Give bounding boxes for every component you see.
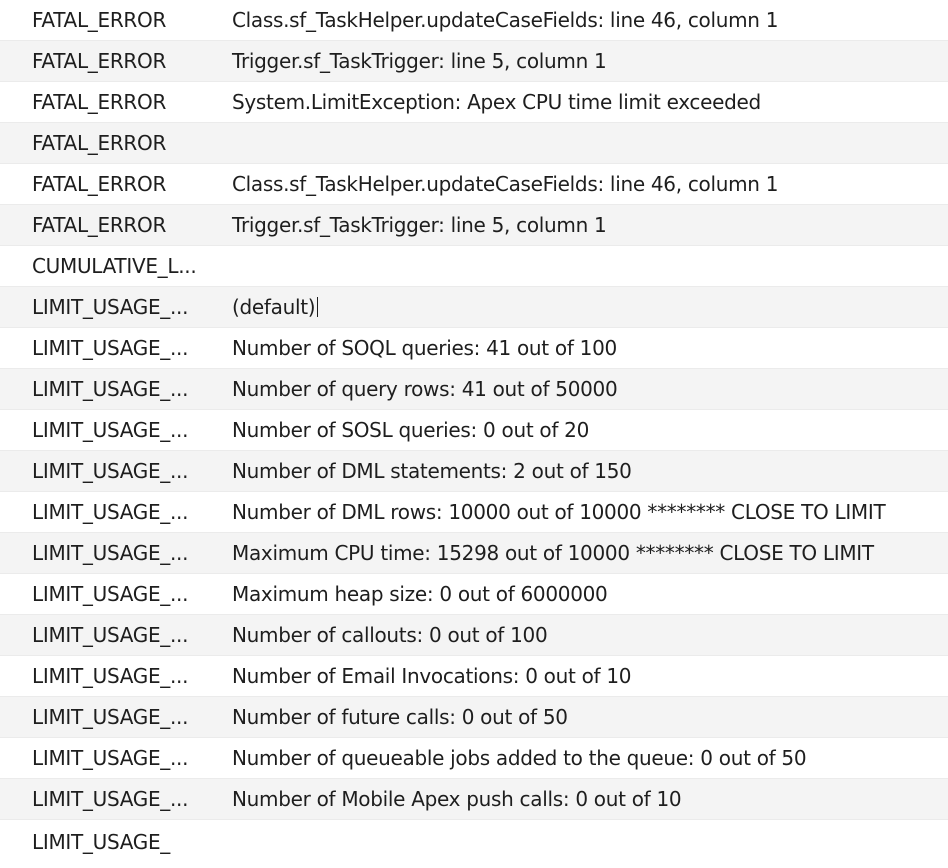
event-cell: FATAL_ERROR bbox=[32, 213, 167, 237]
log-row[interactable] bbox=[0, 41, 948, 82]
details-cell: Maximum CPU time: 15298 out of 10000 ******** CLOSE TO LIMIT bbox=[232, 541, 874, 565]
log-row[interactable] bbox=[0, 615, 948, 656]
log-row[interactable] bbox=[0, 410, 948, 451]
event-cell: FATAL_ERROR bbox=[32, 172, 167, 196]
log-row[interactable] bbox=[0, 369, 948, 410]
details-cell: Maximum heap size: 0 out of 6000000 bbox=[232, 582, 608, 606]
event-cell: LIMIT_USAGE_... bbox=[32, 541, 189, 565]
details-cell: Number of SOSL queries: 0 out of 20 bbox=[232, 418, 590, 442]
event-cell: LIMIT_USAGE_... bbox=[32, 295, 189, 319]
details-cell: Class.sf_TaskHelper.updateCaseFields: line 46, column 1 bbox=[232, 8, 779, 32]
log-row[interactable] bbox=[0, 656, 948, 697]
event-cell: LIMIT_USAGE_... bbox=[32, 582, 189, 606]
log-row[interactable] bbox=[0, 205, 948, 246]
details-cell: System.LimitException: Apex CPU time limit exceeded bbox=[232, 90, 761, 114]
details-cell: Class.sf_TaskHelper.updateCaseFields: line 46, column 1 bbox=[232, 172, 779, 196]
event-cell: FATAL_ERROR bbox=[32, 49, 167, 73]
details-cell: Number of DML statements: 2 out of 150 bbox=[232, 459, 632, 483]
log-row[interactable] bbox=[0, 779, 948, 820]
log-row[interactable] bbox=[0, 574, 948, 615]
event-cell: CUMULATIVE_L... bbox=[32, 254, 197, 278]
details-cell: Number of query rows: 41 out of 50000 bbox=[232, 377, 618, 401]
event-cell: LIMIT_USAGE_... bbox=[32, 787, 189, 811]
event-cell: FATAL_ERROR bbox=[32, 90, 167, 114]
log-row[interactable] bbox=[0, 82, 948, 123]
event-cell: LIMIT_USAGE_ bbox=[32, 830, 170, 854]
log-row[interactable] bbox=[0, 246, 948, 287]
log-row[interactable] bbox=[0, 0, 948, 41]
event-cell: LIMIT_USAGE_... bbox=[32, 500, 189, 524]
details-cell: Number of DML rows: 10000 out of 10000 ******** CLOSE TO LIMIT bbox=[232, 500, 886, 524]
event-cell: LIMIT_USAGE_... bbox=[32, 418, 189, 442]
event-cell: LIMIT_USAGE_... bbox=[32, 623, 189, 647]
event-cell: LIMIT_USAGE_... bbox=[32, 336, 189, 360]
details-cell: Trigger.sf_TaskTrigger: line 5, column 1 bbox=[232, 49, 607, 73]
details-cell: Number of Email Invocations: 0 out of 10 bbox=[232, 664, 632, 688]
event-cell: LIMIT_USAGE_... bbox=[32, 705, 189, 729]
log-row[interactable] bbox=[0, 287, 948, 328]
details-cell bbox=[200, 295, 948, 319]
event-cell: LIMIT_USAGE_... bbox=[32, 664, 189, 688]
details-cell: Number of SOQL queries: 41 out of 100 bbox=[232, 336, 617, 360]
log-row[interactable] bbox=[0, 738, 948, 779]
details-cell: Number of future calls: 0 out of 50 bbox=[232, 705, 568, 729]
log-row[interactable] bbox=[0, 451, 948, 492]
log-row[interactable] bbox=[0, 533, 948, 574]
details-cell: Trigger.sf_TaskTrigger: line 5, column 1 bbox=[232, 213, 607, 237]
log-row[interactable] bbox=[0, 123, 948, 164]
log-row[interactable] bbox=[0, 164, 948, 205]
details-cell: Number of Mobile Apex push calls: 0 out of 10 bbox=[232, 787, 682, 811]
details-cell: Number of queueable jobs added to the queue: 0 out of 50 bbox=[232, 746, 807, 770]
event-cell: FATAL_ERROR bbox=[32, 8, 167, 32]
event-cell: LIMIT_USAGE_... bbox=[32, 459, 189, 483]
log-row[interactable] bbox=[0, 820, 948, 854]
log-row[interactable] bbox=[0, 492, 948, 533]
text-cursor bbox=[317, 297, 318, 317]
details-text: (default) bbox=[232, 295, 316, 319]
event-cell: LIMIT_USAGE_... bbox=[32, 377, 189, 401]
log-row[interactable] bbox=[0, 328, 948, 369]
details-cell: Number of callouts: 0 out of 100 bbox=[232, 623, 548, 647]
event-cell: LIMIT_USAGE_... bbox=[32, 746, 189, 770]
log-row[interactable] bbox=[0, 697, 948, 738]
event-cell: FATAL_ERROR bbox=[32, 131, 167, 155]
